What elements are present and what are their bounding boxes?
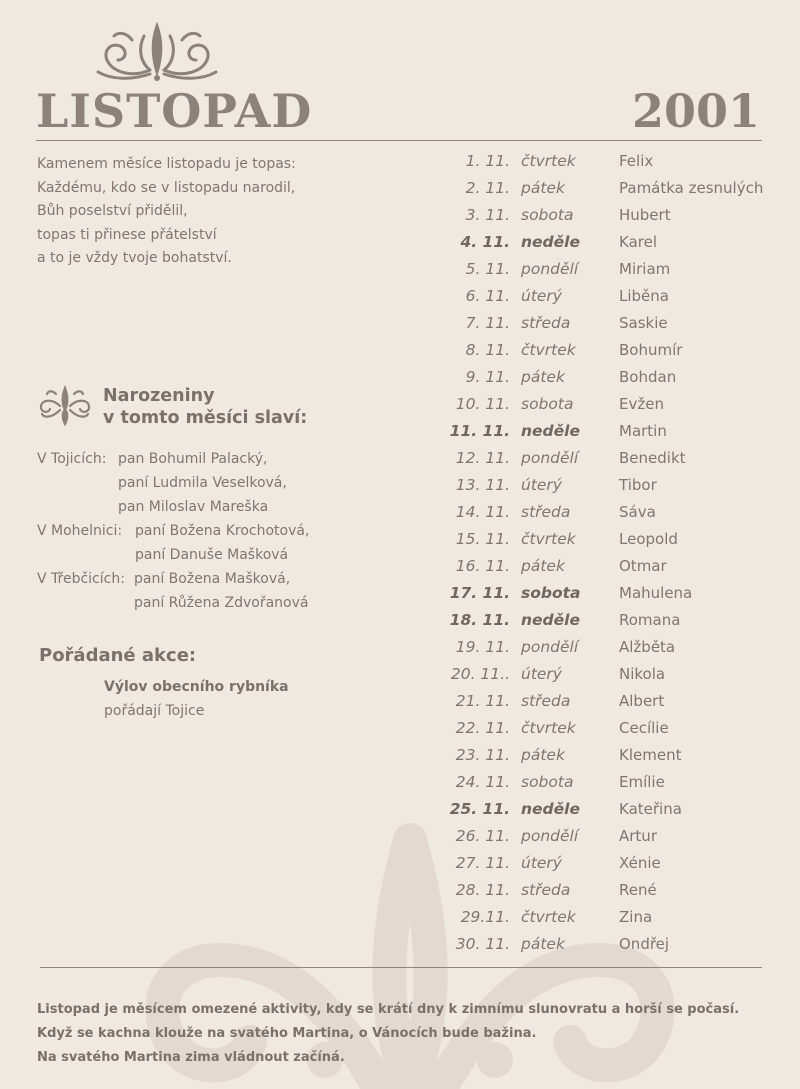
calendar-day: pondělí	[521, 449, 579, 467]
calendar-day: sobota	[521, 206, 574, 224]
calendar-date: 14. 11.	[455, 503, 510, 521]
calendar-date: 11. 11.	[449, 422, 510, 440]
calendar-date: 15. 11.	[455, 530, 510, 548]
calendar-date: 21. 11.	[455, 692, 510, 710]
calendar-day: neděle	[521, 233, 580, 251]
calendar-row	[430, 663, 770, 690]
birthday-person: paní Božena Mašková,	[134, 571, 291, 587]
calendar-row	[430, 690, 770, 717]
calendar-row	[430, 204, 770, 231]
calendar-row	[430, 528, 770, 555]
calendar-day: neděle	[521, 800, 580, 818]
birthdays-heading-line2: v tomto měsíci slaví:	[103, 408, 308, 428]
poem-line: Bůh poselství přidělil,	[37, 203, 188, 219]
calendar-date: 12. 11.	[455, 449, 510, 467]
birthday-place: V Tojicích:	[37, 451, 107, 467]
calendar-day: pátek	[521, 746, 565, 764]
birthday-person: paní Ludmila Veselková,	[118, 475, 287, 491]
birthdays-heading-line1: Narozeniny	[103, 386, 215, 406]
calendar-row	[430, 258, 770, 285]
calendar-day: středa	[521, 314, 571, 332]
footer-line: Listopad je měsícem omezené aktivity, kdy se krátí dny k zimnímu slunovratu a horší se počasí.	[37, 1002, 740, 1017]
calendar-date: 3. 11.	[465, 206, 510, 224]
calendar-row	[430, 177, 770, 204]
calendar-day: neděle	[521, 422, 580, 440]
calendar-row	[430, 744, 770, 771]
poem-line: Každému, kdo se v listopadu narodil,	[37, 179, 296, 196]
calendar-row	[430, 339, 770, 366]
calendar-name-day: Emílie	[619, 773, 665, 791]
calendar-row	[430, 798, 770, 825]
calendar-name-day: Sáva	[619, 503, 656, 521]
birthday-person: pan Bohumil Palacký,	[118, 451, 268, 467]
calendar-date: 29.11.	[460, 908, 510, 926]
calendar-day: sobota	[521, 584, 581, 602]
calendar-row	[430, 933, 770, 960]
calendar-name-day: Bohumír	[619, 341, 683, 359]
calendar-date: 25. 11.	[449, 800, 510, 818]
calendar-name-day: Nikola	[619, 665, 666, 683]
birthday-person: paní Růžena Zdvořanová	[134, 595, 309, 611]
calendar-row	[430, 771, 770, 798]
calendar-date: 18. 11.	[449, 611, 510, 629]
calendar-row	[430, 150, 770, 177]
calendar-name-day: Otmar	[619, 557, 667, 575]
calendar-day: úterý	[521, 476, 562, 494]
calendar-row	[430, 717, 770, 744]
poem-line: a to je vždy tvoje bohatství.	[37, 250, 232, 266]
calendar-row	[430, 447, 770, 474]
calendar-row	[430, 609, 770, 636]
calendar-name-day: Evžen	[619, 395, 664, 413]
calendar-name-day: Albert	[619, 692, 665, 710]
calendar-name-day: Hubert	[619, 206, 671, 224]
calendar-name-day: Felix	[619, 152, 654, 170]
calendar-row	[430, 825, 770, 852]
calendar-date: 6. 11.	[465, 287, 510, 305]
calendar-name-day: Romana	[619, 611, 681, 629]
calendar-row	[430, 285, 770, 312]
calendar-day: sobota	[521, 773, 574, 791]
calendar-row	[430, 312, 770, 339]
calendar-date: 7. 11.	[465, 314, 510, 332]
calendar-name-day: Liběna	[619, 287, 669, 305]
calendar-name-day: Ondřej	[619, 935, 670, 953]
calendar-name-day: Tibor	[619, 476, 657, 494]
calendar-date: 8. 11.	[465, 341, 510, 359]
event-organizer: pořádají Tojice	[104, 703, 205, 719]
calendar-list	[430, 150, 770, 960]
calendar-name-day: Klement	[619, 746, 682, 764]
calendar-day: středa	[521, 692, 571, 710]
calendar-row	[430, 636, 770, 663]
poem	[37, 153, 296, 271]
birthday-person: paní Danuše Mašková	[135, 547, 289, 563]
calendar-date: 10. 11.	[455, 395, 510, 413]
calendar-row	[430, 474, 770, 501]
calendar-name-day: Cecílie	[619, 719, 669, 737]
calendar-date: 13. 11.	[455, 476, 510, 494]
calendar-date: 16. 11.	[455, 557, 510, 575]
calendar-day: čtvrtek	[521, 152, 576, 170]
calendar-name-day: Zina	[619, 908, 653, 926]
calendar-day: sobota	[521, 395, 574, 413]
footer-line: Na svatého Martina zima vládnout začíná.	[37, 1050, 345, 1065]
calendar-date: 2. 11.	[465, 179, 510, 197]
calendar-date: 17. 11.	[449, 584, 510, 602]
birthday-ornament-icon	[36, 384, 94, 428]
calendar-row	[430, 582, 770, 609]
calendar-date: 24. 11.	[455, 773, 510, 791]
calendar-date: 23. 11.	[455, 746, 510, 764]
calendar-date: 9. 11.	[465, 368, 510, 386]
calendar-name-day: Kateřina	[619, 800, 682, 818]
calendar-day: pátek	[521, 179, 565, 197]
birthday-place: V Mohelnici:	[37, 523, 123, 539]
calendar-row	[430, 366, 770, 393]
calendar-day: středa	[521, 881, 571, 899]
bottom-divider	[40, 967, 762, 968]
calendar-day: středa	[521, 503, 571, 521]
calendar-day: čtvrtek	[521, 719, 576, 737]
calendar-name-day: Bohdan	[619, 368, 677, 386]
calendar-date: 30. 11.	[455, 935, 510, 953]
calendar-day: úterý	[521, 854, 562, 872]
calendar-name-day: Xénie	[619, 854, 661, 872]
calendar-day: úterý	[521, 287, 562, 305]
birthday-place: V Třebčicích:	[37, 571, 125, 587]
calendar-date: 5. 11.	[465, 260, 510, 278]
calendar-date: 22. 11.	[455, 719, 510, 737]
calendar-name-day: Martin	[619, 422, 667, 440]
calendar-date: 27. 11.	[455, 854, 510, 872]
top-divider	[36, 140, 762, 141]
events-heading: Pořádané akce:	[39, 645, 197, 666]
calendar-day: čtvrtek	[521, 341, 576, 359]
title-ornament	[92, 22, 222, 84]
calendar-day: pátek	[521, 557, 565, 575]
calendar-row	[430, 906, 770, 933]
birthday-person: paní Božena Krochotová,	[135, 523, 310, 539]
calendar-date: 26. 11.	[455, 827, 510, 845]
calendar-row	[430, 555, 770, 582]
calendar-name-day: Saskie	[619, 314, 668, 332]
calendar-name-day: Alžběta	[619, 638, 676, 656]
calendar-row	[430, 879, 770, 906]
calendar-name-day: René	[619, 881, 657, 899]
footer-line: Když se kachna klouže na svatého Martina, o Vánocích bude bažina.	[37, 1026, 537, 1041]
calendar-row	[430, 501, 770, 528]
calendar-date: 1. 11.	[465, 152, 510, 170]
birthday-person: pan Miloslav Mareška	[118, 499, 269, 515]
calendar-date: 4. 11.	[460, 233, 510, 251]
calendar-row	[430, 852, 770, 879]
calendar-name-day: Mahulena	[619, 584, 693, 602]
birthdays-heading	[103, 385, 307, 429]
calendar-row	[430, 393, 770, 420]
event-name: Výlov obecního rybníka	[104, 679, 289, 695]
calendar-day: pondělí	[521, 827, 579, 845]
calendar-date: 28. 11.	[455, 881, 510, 899]
calendar-date: 19. 11.	[455, 638, 510, 656]
calendar-name-day: Leopold	[619, 530, 678, 548]
calendar-day: úterý	[521, 665, 562, 683]
month-title: LISTOPAD	[36, 84, 313, 138]
calendar-day: čtvrtek	[521, 530, 576, 548]
calendar-day: pondělí	[521, 638, 579, 656]
calendar-day: pátek	[521, 368, 565, 386]
calendar-name-day: Artur	[619, 827, 657, 845]
calendar-date: 20. 11..	[450, 665, 510, 683]
calendar-row	[430, 231, 770, 258]
calendar-day: čtvrtek	[521, 908, 576, 926]
calendar-row	[430, 420, 770, 447]
calendar-name-day: Památka zesnulých	[619, 179, 764, 197]
year-title: 2001	[631, 84, 760, 138]
calendar-name-day: Karel	[619, 233, 657, 251]
calendar-name-day: Benedikt	[619, 449, 686, 467]
calendar-day: pátek	[521, 935, 565, 953]
poem-line: topas ti přinese přátelství	[37, 226, 217, 243]
poem-line: Kamenem měsíce listopadu je topas:	[37, 156, 296, 172]
footer-sayings	[37, 998, 739, 1070]
calendar-name-day: Miriam	[619, 260, 671, 278]
calendar-day: pondělí	[521, 260, 579, 278]
calendar-day: neděle	[521, 611, 580, 629]
